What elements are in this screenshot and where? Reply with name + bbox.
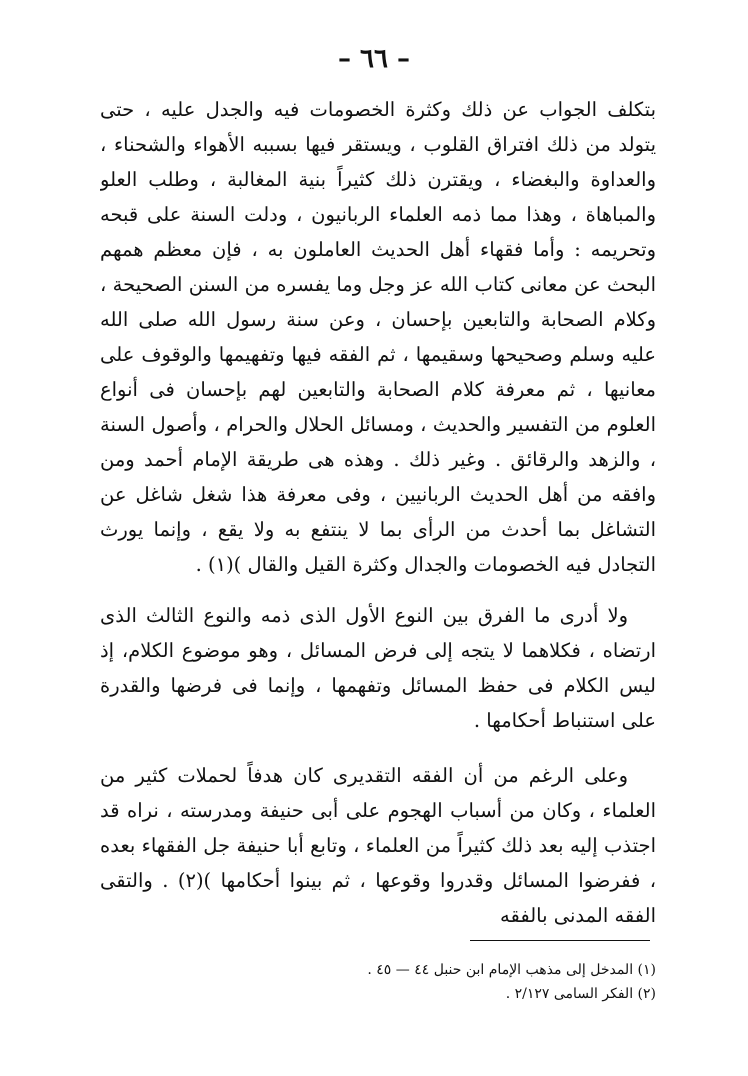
footnote-2: (٢) الفكر السامى ٢/١٢٧ .	[505, 986, 656, 1002]
footnotes	[260, 958, 656, 1006]
page-number: – ٦٦ –	[337, 44, 411, 74]
paragraph-1: بتكلف الجواب عن ذلك وكثرة الخصومات فيه والجدل عليه ، حتى يتولد من ذلك افتراق القلوب ، ويستقر فيها بسببه الأهواء والشحناء ، والعداوة والبغضاء ، ويقترن ذلك كثيراً بنية المغالبة ، وطلب العلو والمباهاة ، وهذا مما ذمه العلماء الربانيون ، ودلت السنة على قبحه وتحريمه : وأما فقهاء أهل الحديث العاملون به ، فإن معظم همهم البحث عن معانى كتاب الله عز وجل وما يفسره من السنن الصحيحة ، وكلام الصحابة والتابعين بإحسان ، وعن سنة رسول الله صلى الله عليه وسلم وصحيحها وسقيمها ، ثم الفقه فيها وتفهيمها والوقوف على معانيها ، ثم معرفة كلام الصحابة والتابعين لهم بإحسان فى أنواع العلوم من التفسير والحديث ، ومسائل الحلال والحرام ، وأصول السنة ، والزهد والرقائق . وغير ذلك . وهذه هى طريقة الإمام أحمد ومن وافقه من أهل الحديث الربانيين ، وفى معرفة هذا شغل شاغل عن التشاغل بما أحدث من الرأى بما لا ينتفع به ولا يقع ، وإنما يورث التجادل فيه الخصومات والجدال وكثرة القيل والقال )(١) .	[100, 98, 656, 576]
footnote-1: (١) المدخل إلى مذهب الإمام ابن حنبل ٤٤ — ٤٥ .	[367, 962, 656, 978]
body-text	[100, 92, 656, 933]
footnote-separator	[470, 940, 650, 941]
paragraph-2: ولا أدرى ما الفرق بين النوع الأول الذى ذمه والنوع الثالث الذى ارتضاه ، فكلاهما لا يتجه إلى فرض المسائل ، وهو موضوع الكلام، إذ ليس الكلام فى حفظ المسائل وتفهمها ، وإنما فى فرضها والقدرة على استنباط أحكامها .	[100, 604, 656, 732]
paragraph-3: وعلى الرغم من أن الفقه التقديرى كان هدفاً لحملات كثير من العلماء ، وكان من أسباب الهجوم على أبى حنيفة ومدرسته ، نراه قد اجتذب إليه بعد ذلك كثيراً من العلماء ، وتابع أبا حنيفة جل الفقهاء بعده ، ففرضوا المسائل وقدروا وقوعها ، ثم بينوا أحكامها )(٢) . والتقى الفقه المدنى بالفقه	[100, 764, 657, 927]
